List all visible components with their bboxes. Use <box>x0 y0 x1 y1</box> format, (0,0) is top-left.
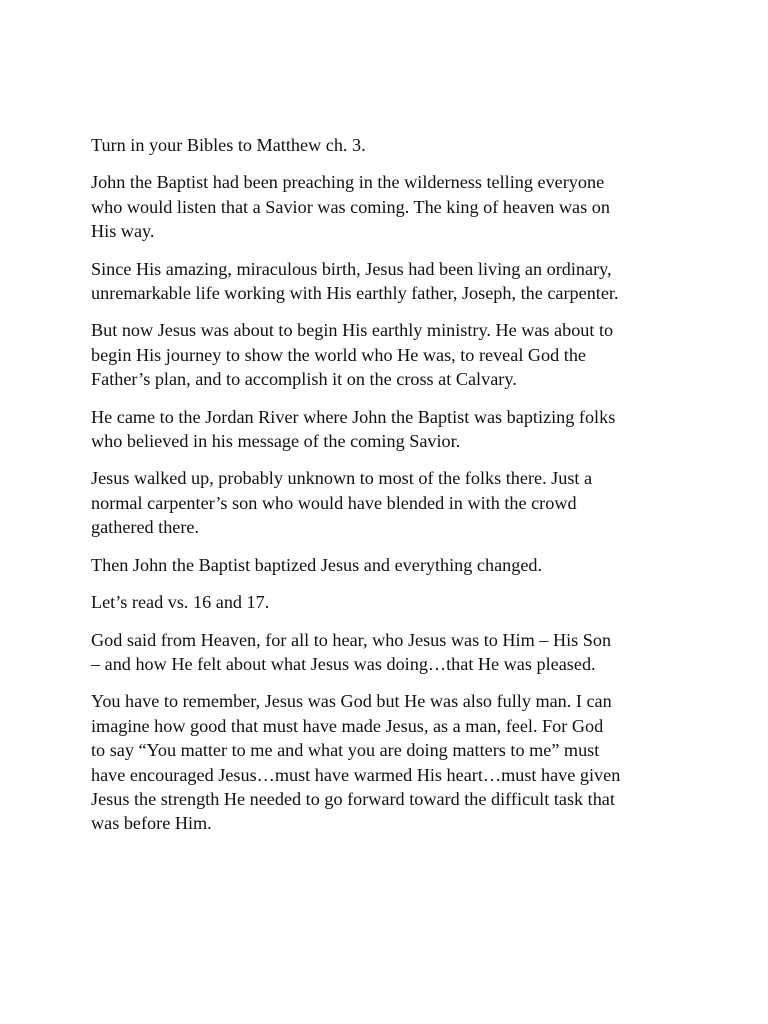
paragraph-3: Since His amazing, miraculous birth, Jesus had been living an ordinary, unremarkable life working with His earthly father, Joseph, the carpenter. <box>91 258 619 304</box>
paragraph-7: Then John the Baptist baptized Jesus and everything changed. <box>91 554 543 575</box>
paragraph-6: Jesus walked up, probably unknown to most of the folks there. Just a normal carpenter’s son who would have blended in with the crowd gathered there. <box>91 468 593 538</box>
document-body <box>91 133 691 849</box>
paragraph-2: John the Baptist had been preaching in the wilderness telling everyone who would listen that a Savior was coming. The king of heaven was on His way. <box>91 172 610 242</box>
paragraph-4: But now Jesus was about to begin His earthly ministry. He was about to begin His journey to show the world who He was, to reveal God the Father’s plan, and to accomplish it on the cross at Calvary. <box>91 320 614 390</box>
paragraph-10: You have to remember, Jesus was God but He was also fully man. I can imagine how good that must have made Jesus, as a man, feel. For God to say “You matter to me and what you are doing matters to me” must have encouraged Jesus…must have warmed His heart…must have given Jesus the strength He needed to go forward toward the difficult task that was before Him. <box>91 691 621 834</box>
paragraph-8: Let’s read vs. 16 and 17. <box>91 592 270 613</box>
paragraph-9: God said from Heaven, for all to hear, who Jesus was to Him – His Son – and how He felt about what Jesus was doing…that He was pleased. <box>91 629 612 674</box>
paragraph-1: Turn in your Bibles to Matthew ch. 3. <box>91 135 366 155</box>
paragraph-5: He came to the Jordan River where John the Baptist was baptizing folks who believed in his message of the coming Savior. <box>91 406 616 452</box>
